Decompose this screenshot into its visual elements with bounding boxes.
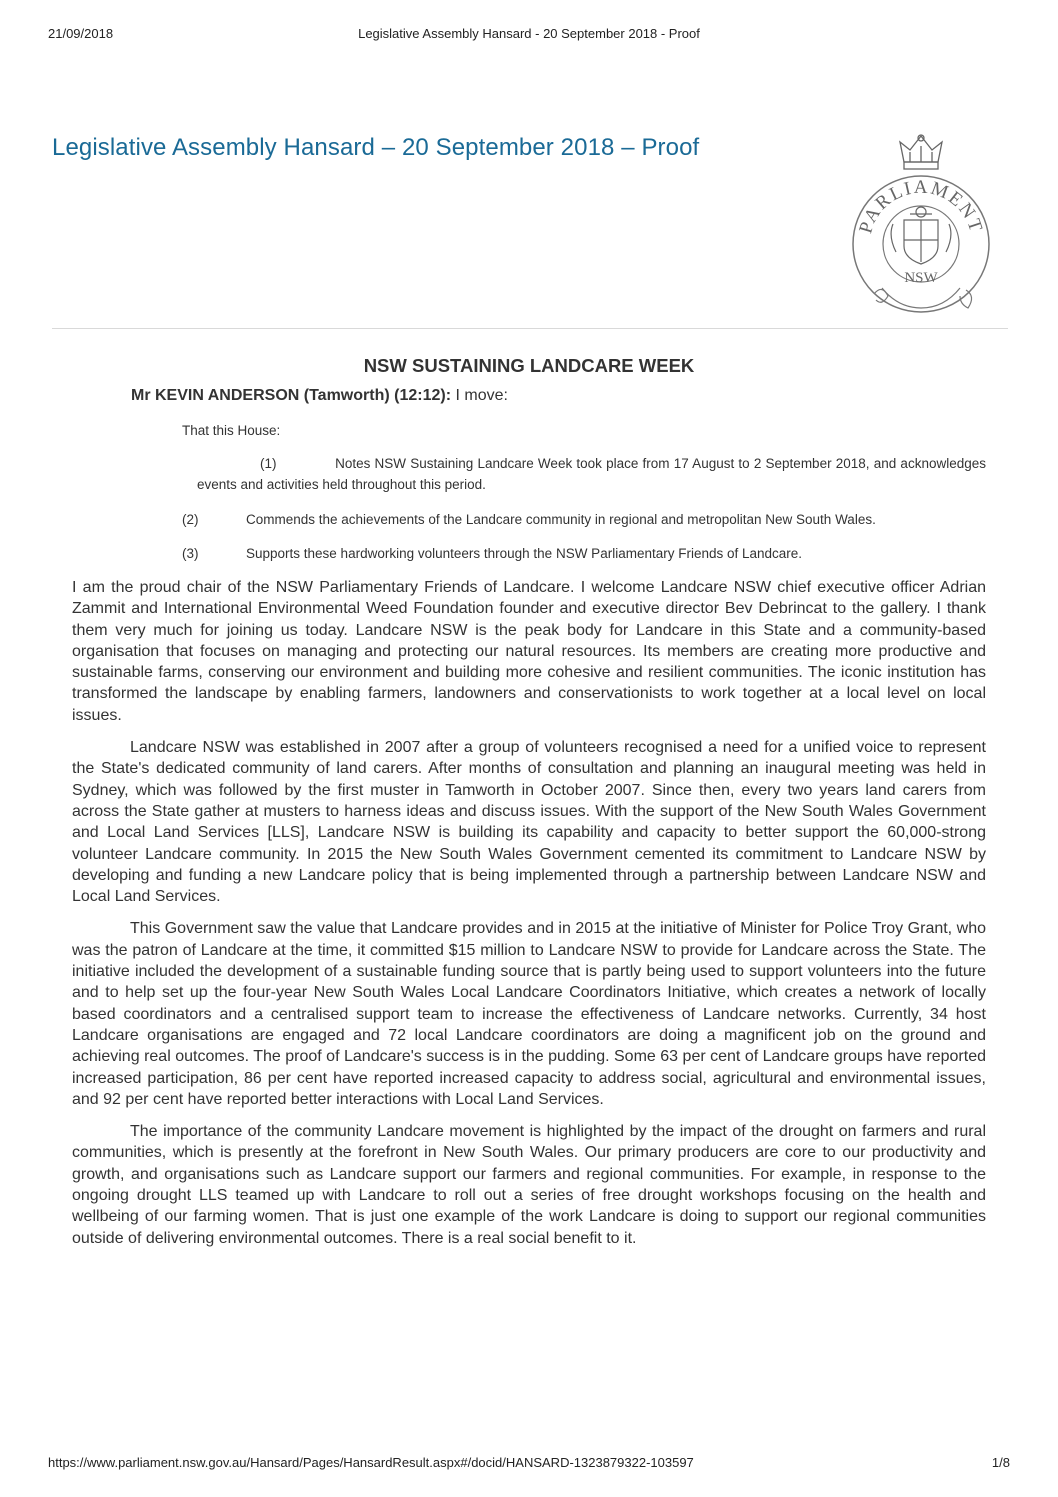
speaker-name: Mr KEVIN ANDERSON (Tamworth) (12:12): xyxy=(131,387,452,404)
crest-text-top: PARLIAMENT xyxy=(855,176,987,236)
speech-paragraph: This Government saw the value that Landcare provides and in 2015 at the initiative of Minister for Police Troy Grant, who was the patron of Landcare at the time, it committed $15 million to Landcare NSW to provide for Landcare across the State. The initiative included the development of a sustainable funding source that is partly being used to support volunteers into the future and to help set up the four-year New South Wales Local Landcare Coordinators Initiative, which creates a network of locally based coordinators and a centralised support team to increase the effectiveness of Landcare networks. Currently, 34 host Landcare organisations are engaged and 72 local Landcare coordinators are doing a magnificent job on the ground and achieving real outcomes. The proof of Landcare's success is in the pudding. Some 63 per cent of Landcare groups have reported increased participation, 86 per cent have reported increased capacity to address social, agricultural and environmental issues, and 92 per cent have reported better interactions with Local Land Services. xyxy=(72,920,986,1108)
speech-paragraph: Landcare NSW was established in 2007 after a group of volunteers recognised a need for a unified voice to represent the State's dedicated community of land carers. After months of consultation and planning an inaugural meeting was held in Sydney, which was followed by the first muster in Tamworth in October 2007. Since then, every two years land carers from across the State gather at musters to harness ideas and discuss issues. With the support of the New South Wales Government and Local Land Services [LLS], Landcare NSW is building its capability and capacity to better support the 60,000-strong volunteer Landcare community. In 2015 the New South Wales Government cemented its commitment to Landcare NSW by developing and funding a new Landcare policy that is being implemented through a partnership between Landcare NSW and Local Land Services. xyxy=(72,739,986,906)
hansard-content xyxy=(72,355,986,1260)
motion-item-number: (1) xyxy=(260,456,277,471)
speaker-text: I move: xyxy=(451,387,508,404)
speaker-line xyxy=(131,387,986,405)
page-number: 1/8 xyxy=(991,1455,1010,1470)
motion-item xyxy=(182,543,986,564)
motion-item-number: (3) xyxy=(182,546,199,561)
page-title: Legislative Assembly Hansard – 20 September 2018 – Proof xyxy=(52,134,700,161)
parliament-crest-logo xyxy=(848,132,994,324)
motion-item-text: Supports these hardworking volunteers through the NSW Parliamentary Friends of Landcare. xyxy=(246,546,803,561)
motion-item xyxy=(197,453,986,495)
print-title: Legislative Assembly Hansard - 20 September 2018 - Proof xyxy=(358,26,700,41)
print-url: https://www.parliament.nsw.gov.au/Hansard/Pages/HansardResult.aspx#/docid/HANSARD-1323879322-103597 xyxy=(48,1455,694,1470)
speech-paragraph: The importance of the community Landcare movement is highlighted by the impact of the drought on farmers and rural communities, which is presently at the forefront in New South Wales. Our primary producers are core to our productivity and growth, and organisations such as Landcare support our farmers and regional communities. For example, in response to the ongoing drought LLS teamed up with Landcare to roll out a series of free drought workshops focusing on the health and wellbeing of our farming women. That is just one example of the work Landcare is doing to support our regional communities outside of delivering environmental outcomes. There is a real social benefit to it. xyxy=(72,1123,986,1247)
motion-item-text: Commends the achievements of the Landcare community in regional and metropolitan New South Wales. xyxy=(246,512,876,527)
motion-intro: That this House: xyxy=(182,423,281,438)
print-footer xyxy=(0,1455,1058,1475)
motion-item-text: Notes NSW Sustaining Landcare Week took place from 17 August to 2 September 2018, and acknowledges events and activities held throughout this period. xyxy=(197,456,986,492)
crest-text-bottom: NSW xyxy=(904,270,938,286)
motion-item xyxy=(182,509,986,530)
motion-item-number: (2) xyxy=(182,512,199,527)
speech-paragraph: I am the proud chair of the NSW Parliamentary Friends of Landcare. I welcome Landcare NSW chief executive officer Adrian Zammit and International Environmental Weed Foundation founder and executive director Bev Debrincat to the gallery. I thank them very much for joining us today. Landcare NSW is the peak body for Landcare in this State and a community-based organisation that focuses on managing and protecting our natural resources. Its members are creating more productive and sustainable farms, conserving our environment and building more cohesive and resilient communities. The iconic institution has transformed the landscape by enabling farmers, landowners and conservationists to work together at a local level on local issues. xyxy=(72,579,986,724)
print-date: 21/09/2018 xyxy=(48,26,114,41)
header-divider xyxy=(52,328,1008,329)
section-title: NSW SUSTAINING LANDCARE WEEK xyxy=(363,355,695,376)
print-header xyxy=(0,26,1058,46)
